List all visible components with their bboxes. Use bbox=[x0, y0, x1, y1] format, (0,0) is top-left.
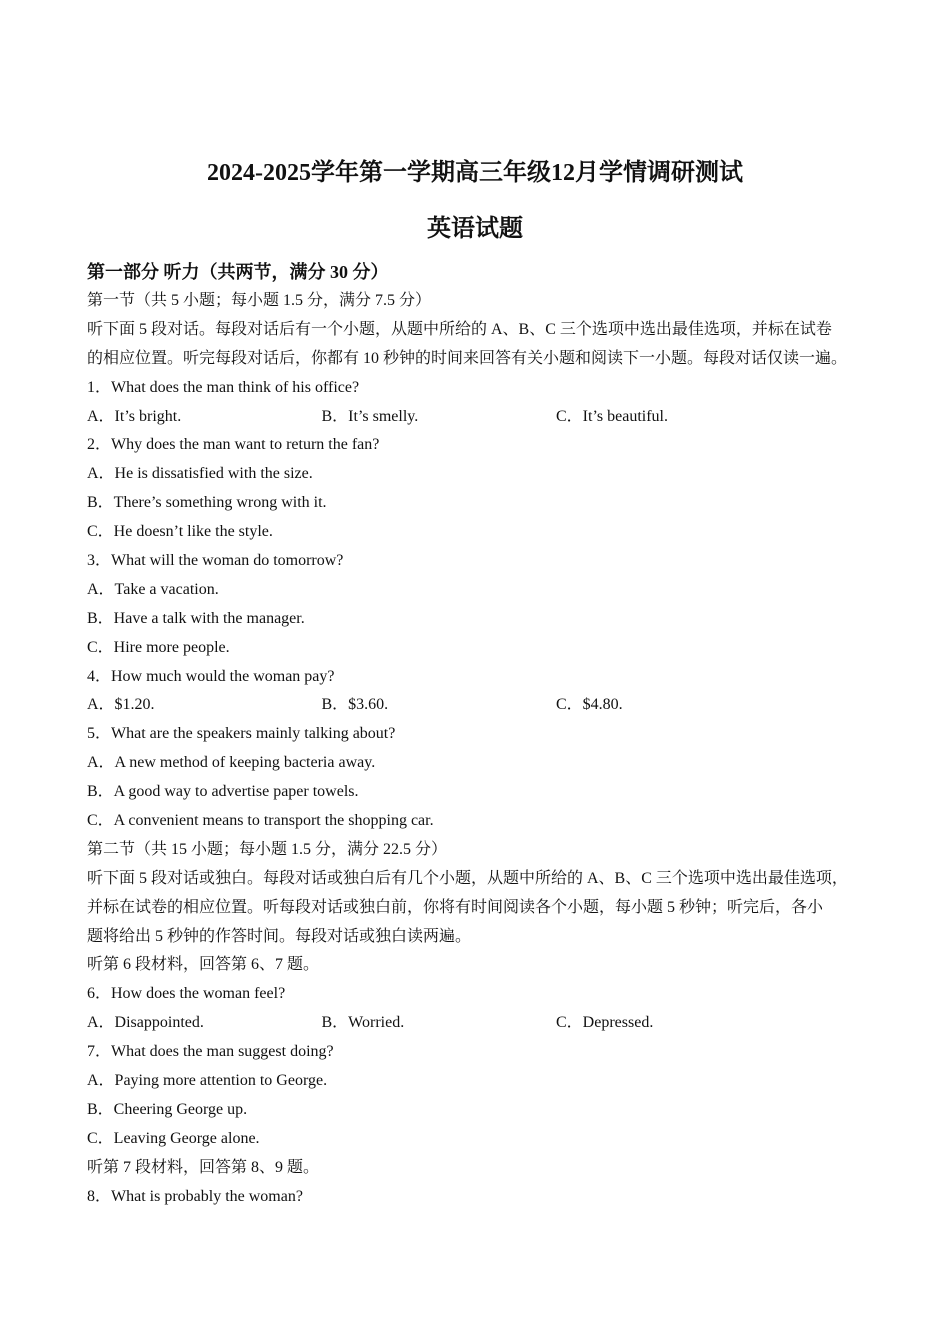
material-7-note: 听第 7 段材料，回答第 8、9 题。 bbox=[87, 1158, 320, 1176]
part1-heading: 第一部分 听力（共两节，满分 30 分） bbox=[87, 262, 389, 282]
section1-heading: 第一节（共 5 小题；每小题 1.5 分，满分 7.5 分） bbox=[87, 292, 432, 309]
section2-instruction-line: 并标在试卷的相应位置。听每段对话或独白前，你将有时间阅读各个小题，每小题 5 秒钟；听完后，各小 bbox=[87, 898, 824, 916]
question-7-stem: 7．What does the man suggest doing? bbox=[87, 1043, 334, 1061]
question-4-stem: 4．How much would the woman pay? bbox=[87, 667, 335, 685]
exam-title: 2024-2025学年第一学期高三年级12月学情调研测试 bbox=[207, 160, 743, 186]
option-b: B．$3.60. bbox=[321, 696, 389, 714]
question-5-stem: 5．What are the speakers mainly talking about? bbox=[87, 725, 396, 743]
option-c: C．A convenient means to transport the shopping car. bbox=[87, 812, 434, 830]
question-2-stem: 2．Why does the man want to return the fan? bbox=[87, 436, 380, 454]
question-1-options bbox=[87, 403, 887, 432]
section2-instruction-line: 题将给出 5 秒钟的作答时间。每段对话或独白读两遍。 bbox=[87, 927, 472, 945]
exam-subtitle: 英语试题 bbox=[427, 216, 523, 242]
option-a: A．$1.20. bbox=[87, 696, 155, 714]
option-c: C．Leaving George alone. bbox=[87, 1129, 260, 1147]
question-3-stem: 3．What will the woman do tomorrow? bbox=[87, 552, 344, 570]
option-a: A．It’s bright. bbox=[87, 407, 182, 425]
question-6-stem: 6．How does the woman feel? bbox=[87, 985, 286, 1003]
material-6-note: 听第 6 段材料，回答第 6、7 题。 bbox=[87, 956, 320, 974]
option-c: C．It’s beautiful. bbox=[556, 407, 668, 425]
question-6-options bbox=[87, 1009, 887, 1038]
question-1-stem: 1．What does the man think of his office? bbox=[87, 378, 360, 396]
option-c: C．$4.80. bbox=[556, 696, 623, 714]
option-b: B．Worried. bbox=[321, 1014, 405, 1032]
option-a: A．Take a vacation. bbox=[87, 580, 219, 598]
option-b: B．It’s smelly. bbox=[321, 407, 419, 425]
section2-instruction-line: 听下面 5 段对话或独白。每段对话或独白后有几个小题，从题中所给的 A、B、C 三个选项中选出最佳选项， bbox=[87, 869, 848, 887]
section1-instruction-line: 的相应位置。听完每段对话后，你都有 10 秒钟的时间来回答有关小题和阅读下一小题。每段对话仅读一遍。 bbox=[87, 349, 848, 367]
option-c: C．Depressed. bbox=[556, 1014, 654, 1032]
section1-instruction-line: 听下面 5 段对话。每段对话后有一个小题，从题中所给的 A、B、C 三个选项中选出最佳选项，并标在试卷 bbox=[87, 320, 832, 338]
option-b: B．Have a talk with the manager. bbox=[87, 609, 305, 627]
option-c: C．He doesn’t like the style. bbox=[87, 523, 273, 541]
exam-content bbox=[87, 257, 887, 1212]
section2-heading: 第二节（共 15 小题；每小题 1.5 分，满分 22.5 分） bbox=[87, 840, 448, 858]
option-b: B．Cheering George up. bbox=[87, 1100, 248, 1118]
option-b: B．There’s something wrong with it. bbox=[87, 494, 327, 512]
option-a: A．Paying more attention to George. bbox=[87, 1072, 328, 1090]
option-a: A．He is dissatisfied with the size. bbox=[87, 465, 313, 483]
question-4-options bbox=[87, 691, 887, 720]
option-a: A．Disappointed. bbox=[87, 1014, 204, 1032]
question-8-stem: 8．What is probably the woman? bbox=[87, 1187, 303, 1205]
option-a: A．A new method of keeping bacteria away. bbox=[87, 754, 376, 772]
option-c: C．Hire more people. bbox=[87, 638, 230, 656]
option-b: B．A good way to advertise paper towels. bbox=[87, 783, 359, 801]
